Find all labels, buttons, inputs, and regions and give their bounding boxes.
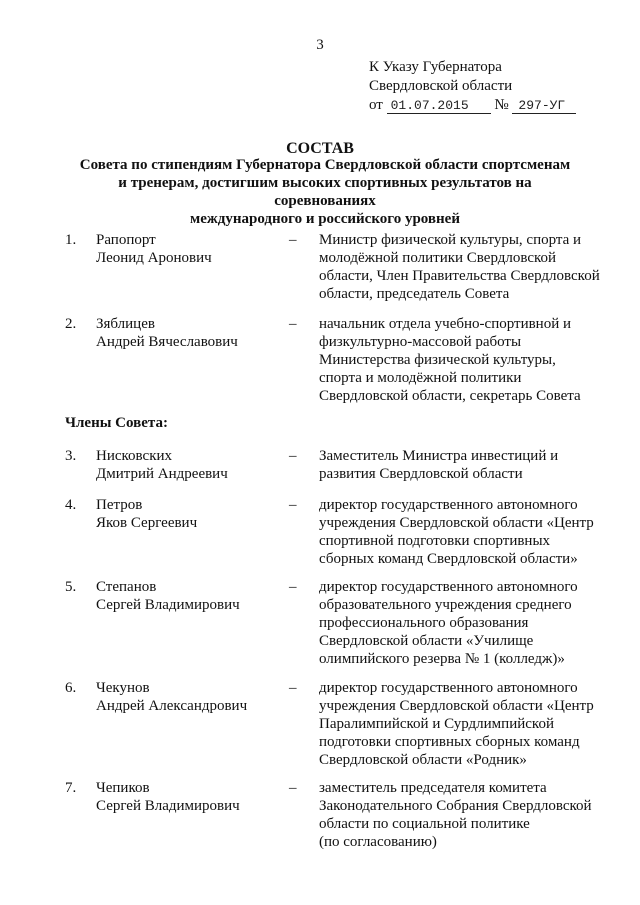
description-line: Заместитель Министра инвестиций и: [319, 448, 559, 464]
position-description: [319, 231, 619, 303]
description-line: учреждения Свердловской области «Центр: [319, 515, 594, 531]
person-name: [96, 779, 276, 815]
description-line: директор государственного автономного: [319, 680, 578, 696]
description-line: Министерства физической культуры,: [319, 352, 556, 368]
decree-number: 297-УГ: [512, 98, 576, 114]
position-description: [319, 679, 619, 769]
person-name: [96, 447, 276, 483]
dash-separator: –: [289, 316, 297, 332]
description-line: Министр физической культуры, спорта и: [319, 232, 582, 248]
item-number: 2.: [65, 316, 77, 332]
decree-date-line: [369, 96, 576, 115]
description-line: директор государственного автономного: [319, 497, 578, 513]
item-number: 4.: [65, 497, 77, 513]
description-line: начальник отдела учебно-спортивной и: [319, 316, 572, 332]
person-name: [96, 578, 276, 614]
person-name-line: Нисковских: [96, 448, 173, 464]
person-name-line: Зяблицев: [96, 316, 155, 332]
description-line: подготовки спортивных сборных команд: [319, 734, 580, 750]
person-name: [96, 315, 276, 351]
subtitle-line: международного и российского уровней: [190, 211, 460, 227]
person-name-line: Петров: [96, 497, 143, 513]
description-line: Паралимпийской и Сурдлимпийской: [319, 716, 554, 732]
person-name: [96, 679, 276, 715]
person-name-line: Андрей Александрович: [96, 698, 248, 714]
decree-line-1: К Указу Губернатора: [369, 59, 502, 75]
position-description: [319, 496, 619, 568]
position-description: [319, 315, 619, 405]
position-description: [319, 779, 619, 851]
description-line: спорта и молодёжной политики: [319, 370, 522, 386]
person-name-line: Степанов: [96, 579, 157, 595]
person-name-line: Чекунов: [96, 680, 150, 696]
item-number: 1.: [65, 232, 77, 248]
person-name: [96, 231, 276, 267]
document-title: СОСТАВ: [286, 140, 354, 157]
members-heading: Члены Совета:: [65, 415, 168, 431]
dash-separator: –: [289, 448, 297, 464]
description-line: сборных команд Свердловской области»: [319, 551, 578, 567]
description-line: спортивной подготовки спортивных: [319, 533, 551, 549]
description-line: физкультурно-массовой работы: [319, 334, 522, 350]
person-name-line: Леонид Аронович: [96, 250, 212, 266]
description-line: Законодательного Собрания Свердловской: [319, 798, 592, 814]
subtitle-line: Совета по стипендиям Губернатора Свердловской области спортсменам: [79, 157, 571, 173]
dash-separator: –: [289, 680, 297, 696]
description-line: учреждения Свердловской области «Центр: [319, 698, 594, 714]
dash-separator: –: [289, 780, 297, 796]
description-line: молодёжной политики Свердловской: [319, 250, 557, 266]
description-line: области по социальной политике: [319, 816, 530, 832]
subtitle-line: и тренерам, достигшим высоких спортивных результатов на соревнованиях: [118, 175, 532, 209]
decree-from-label: от: [369, 97, 383, 113]
description-line: Свердловской области «Родник»: [319, 752, 527, 768]
page-number: 3: [316, 37, 324, 53]
document-subtitle: [70, 156, 580, 228]
decree-date: 01.07.2015: [387, 98, 491, 114]
description-line: развития Свердловской области: [319, 466, 523, 482]
dash-separator: –: [289, 579, 297, 595]
description-line: профессионального образования: [319, 615, 529, 631]
description-line: Свердловской области «Училище: [319, 633, 534, 649]
dash-separator: –: [289, 232, 297, 248]
description-line: директор государственного автономного: [319, 579, 578, 595]
person-name-line: Чепиков: [96, 780, 150, 796]
decree-reference: [369, 58, 576, 115]
position-description: [319, 447, 619, 483]
item-number: 7.: [65, 780, 77, 796]
description-line: области, Член Правительства Свердловской: [319, 268, 600, 284]
description-line: заместитель председателя комитета: [319, 780, 547, 796]
person-name-line: Яков Сергеевич: [96, 515, 198, 531]
description-line: (по согласованию): [319, 834, 437, 850]
decree-number-label: №: [494, 97, 509, 113]
person-name: [96, 496, 276, 532]
decree-line-2: Свердловской области: [369, 78, 513, 94]
description-line: образовательного учреждения среднего: [319, 597, 572, 613]
person-name-line: Сергей Владимирович: [96, 597, 240, 613]
item-number: 6.: [65, 680, 77, 696]
item-number: 5.: [65, 579, 77, 595]
description-line: области, председатель Совета: [319, 286, 510, 302]
person-name-line: Сергей Владимирович: [96, 798, 240, 814]
item-number: 3.: [65, 448, 77, 464]
person-name-line: Рапопорт: [96, 232, 156, 248]
person-name-line: Дмитрий Андреевич: [96, 466, 228, 482]
dash-separator: –: [289, 497, 297, 513]
position-description: [319, 578, 619, 668]
description-line: Свердловской области, секретарь Совета: [319, 388, 581, 404]
description-line: олимпийского резерва № 1 (колледж)»: [319, 651, 565, 667]
person-name-line: Андрей Вячеславович: [96, 334, 238, 350]
